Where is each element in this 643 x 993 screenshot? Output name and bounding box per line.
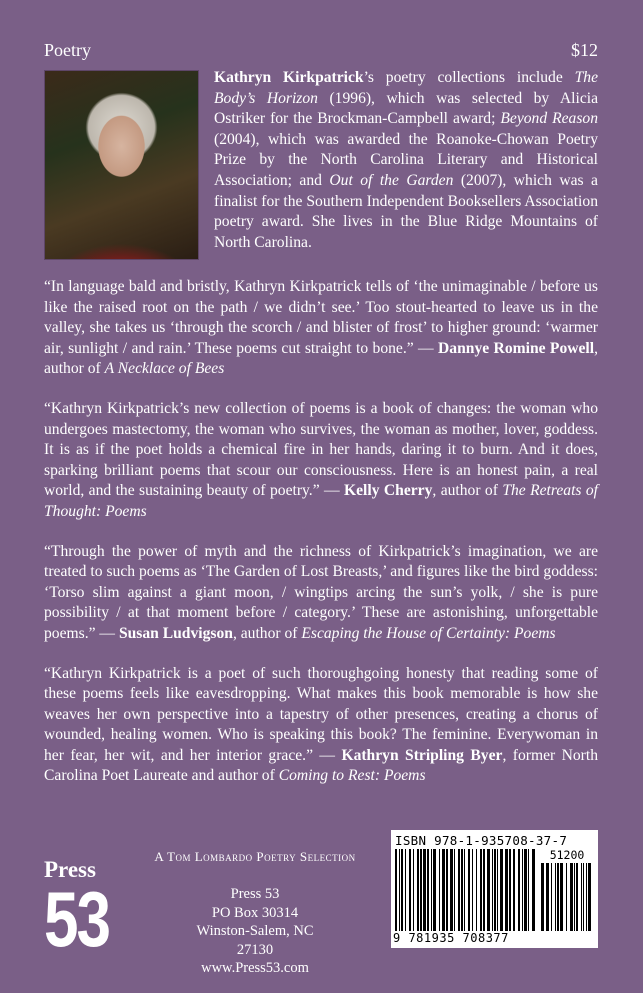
barcode-bar bbox=[586, 863, 587, 931]
website-link[interactable]: www.Press53.com bbox=[201, 960, 309, 976]
barcode-bar bbox=[427, 849, 429, 931]
barcode-bar bbox=[433, 849, 436, 931]
barcode-bar bbox=[518, 849, 520, 931]
price-label: $12 bbox=[571, 40, 598, 60]
barcode-bar bbox=[476, 849, 477, 931]
barcode-bar bbox=[532, 849, 535, 931]
logo-number: 53 bbox=[44, 877, 109, 964]
blurb-author: Dannye Romine Powell bbox=[438, 339, 595, 357]
blurb-4 bbox=[44, 664, 598, 788]
barcode-bar bbox=[546, 863, 549, 931]
barcode-bar bbox=[446, 849, 448, 931]
barcode-panel bbox=[391, 830, 598, 948]
publisher-address bbox=[185, 885, 325, 978]
isbn-label: ISBN 978-1-935708-37-7 bbox=[395, 833, 568, 848]
barcode-bar bbox=[439, 849, 440, 931]
price-barcode-icon bbox=[541, 863, 593, 931]
barcode-bar bbox=[399, 849, 400, 931]
barcode-bar bbox=[420, 849, 422, 931]
logo-word: Press bbox=[44, 857, 96, 882]
barcode-bar bbox=[500, 849, 503, 931]
blurb-suffix: , author of bbox=[44, 339, 599, 378]
genre-label: Poetry bbox=[44, 40, 91, 60]
blurb-author: Kelly Cherry bbox=[344, 482, 433, 500]
barcode-bar bbox=[409, 849, 411, 931]
bio-book-2: Beyond Reason bbox=[500, 110, 599, 128]
barcode-bar bbox=[483, 849, 485, 931]
blurb-book: The Retreats of Thought: Poems bbox=[44, 482, 598, 520]
barcode-bar bbox=[524, 849, 527, 931]
barcode-bar bbox=[458, 849, 460, 931]
blurb-2 bbox=[44, 399, 598, 523]
blurb-book: A Necklace of Bees bbox=[104, 360, 225, 378]
blurb-text: “Kathryn Kirkpatrick’s new collection of poems is a book of changes: the woman who undergoes mastectomy, the woman who survives, the woman as mother, lover, goddess. It is as if the poet holds a chemical fire in her hands, daring it to burn. And it does, sparking brilliant poems that scour our consciousness. Here is an honest pain, a real world, and the sustaining beauty of poetry.” — bbox=[44, 399, 598, 500]
blurbs bbox=[44, 277, 598, 806]
series-text: A Tom Lombardo Poetry Selection bbox=[154, 849, 356, 864]
bio-author-name: Kathryn Kirkpatrick bbox=[214, 69, 364, 86]
price-code: 51200 bbox=[549, 848, 585, 862]
bio-book-3: Out of the Garden bbox=[329, 171, 454, 189]
barcode-bar bbox=[551, 863, 552, 931]
barcode-bar bbox=[417, 849, 419, 931]
barcode-bar bbox=[450, 849, 453, 931]
barcode-bar bbox=[461, 849, 463, 931]
barcode-bar bbox=[541, 863, 544, 931]
barcode-bar bbox=[528, 849, 529, 931]
blurb-suffix: , former North Carolina Poet Laureate and author of bbox=[44, 746, 598, 785]
barcode-bar bbox=[480, 849, 482, 931]
barcode-bar bbox=[494, 849, 496, 931]
blurb-text: “In language bald and bristly, Kathryn Kirkpatrick tells of ‘the unimaginable / before us like the raised root on the path / we didn’t see.’ Too stout-hearted to leave us in the valley, she takes us ‘through the scorch / and blister of frost’ to higher ground: ‘warmer air, sunlight / and rain.’ These poems cut straight to bone.” — bbox=[44, 278, 598, 357]
barcode-bar bbox=[454, 849, 455, 931]
barcode-bar bbox=[555, 863, 556, 931]
bio-text-1: ’s poetry collections include bbox=[363, 69, 575, 86]
address-line: Winston-Salem, NC 27130 bbox=[196, 923, 314, 958]
blurb-author: Susan Ludvigson bbox=[118, 624, 233, 642]
barcode-bar bbox=[405, 849, 406, 931]
barcode-bar bbox=[588, 863, 591, 931]
barcode-bar bbox=[401, 849, 403, 931]
barcode-bar bbox=[574, 863, 575, 931]
ean-barcode-icon bbox=[395, 849, 537, 931]
blurb-book: Coming to Rest: Poems bbox=[278, 767, 426, 785]
barcode-bar bbox=[581, 863, 582, 931]
barcode-bar bbox=[487, 849, 490, 931]
barcode-bar bbox=[492, 849, 493, 931]
barcode-bar bbox=[423, 849, 426, 931]
address-line: PO Box 30314 bbox=[211, 904, 299, 921]
barcode-bar bbox=[464, 849, 465, 931]
barcode-bar bbox=[395, 849, 397, 931]
bio-text-3: (2004), which was awarded the Roanoke-Chowan Poetry Prize by the North Carolina Literary and Historical Association; and bbox=[214, 130, 598, 189]
blurb-text: “Through the power of myth and the richness of Kirkpatrick’s imagination, we are treated to such poems as ‘The Garden of Lost Breasts,’ and figures like the bird goddess: ‘Torso slim against a giant moon, / wingtips arcing the sun’s yolk, / she is pure possibility / at that moment before / category.’ These are astonishing, unforgettable poems.” — bbox=[44, 542, 598, 642]
barcode-bar bbox=[468, 849, 470, 931]
barcode-bar bbox=[560, 863, 563, 931]
barcode-bar bbox=[566, 863, 567, 931]
barcode-bar bbox=[509, 849, 511, 931]
barcode-bar bbox=[557, 863, 559, 931]
ean-digits: 9 781935 708377 bbox=[393, 931, 509, 945]
blurb-3 bbox=[44, 542, 598, 645]
barcode-bar bbox=[413, 849, 414, 931]
bio-book-1: The Body’s Horizon bbox=[214, 69, 598, 107]
author-photo bbox=[44, 70, 199, 260]
blurb-1 bbox=[44, 277, 598, 380]
author-bio bbox=[214, 68, 598, 253]
barcode-bar bbox=[497, 849, 498, 931]
barcode-bar bbox=[513, 849, 515, 931]
barcode-bar bbox=[522, 849, 523, 931]
bio-text-2: (1996), which was selected by Alicia Ostriker for the Brockman-Campbell award; bbox=[214, 89, 599, 128]
press53-logo bbox=[44, 857, 124, 964]
address-line: Press 53 bbox=[230, 886, 280, 902]
blurb-book: Escaping the House of Certainty: Poems bbox=[301, 624, 556, 642]
blurb-author: Kathryn Stripling Byer bbox=[341, 746, 503, 764]
blurb-suffix: , author of bbox=[232, 624, 302, 642]
blurb-text: “Kathryn Kirkpatrick is a poet of such thoroughgoing honesty that reading some of these poems feels like eavesdropping. What makes this book memorable is how she weaves her own perspective into a tapestry of other presences, creating a chorus of wounded, healing women. Who is speaking this book? The feminine. Everywoman in her fear, her wit, and her interior grace.” — bbox=[44, 664, 598, 764]
barcode-bar bbox=[442, 849, 445, 931]
barcode-bar bbox=[431, 849, 432, 931]
bio-text-4: (2007), which was a finalist for the Southern Independent Booksellers Association poetry award. She lives in the Blue Ridge Mountains of North Carolina. bbox=[214, 171, 598, 251]
series-line bbox=[135, 849, 375, 865]
barcode-bar bbox=[505, 849, 508, 931]
barcode-bar bbox=[576, 863, 578, 931]
barcode-bar bbox=[472, 849, 473, 931]
barcode-bar bbox=[583, 863, 584, 931]
barcode-bar bbox=[570, 863, 573, 931]
blurb-suffix: , author of bbox=[432, 482, 503, 500]
